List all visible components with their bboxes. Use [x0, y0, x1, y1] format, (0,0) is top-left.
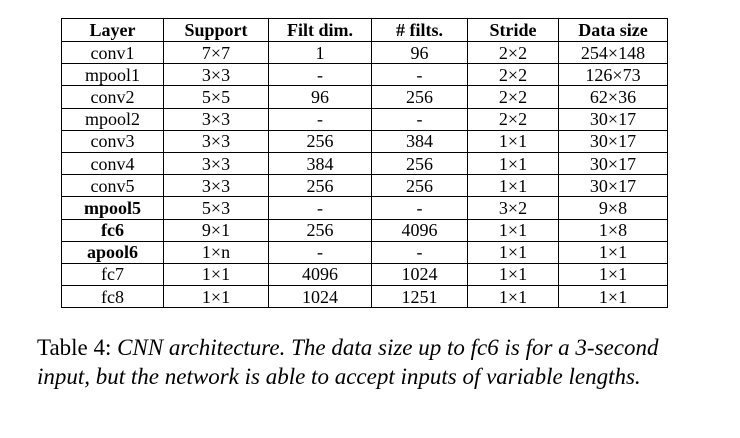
table-cell-num-filts: 256 — [372, 175, 468, 197]
table-cell-layer: conv5 — [62, 175, 164, 197]
table-cell-layer: conv1 — [62, 42, 164, 64]
table-cell-layer: fc6 — [62, 219, 164, 241]
table-cell-data-size: 126×73 — [559, 64, 668, 86]
table-cell-num-filts: - — [372, 108, 468, 130]
table-cell-layer: conv3 — [62, 130, 164, 152]
table-cell-filt-dim: 1 — [269, 42, 372, 64]
table-cell-filt-dim: - — [269, 108, 372, 130]
table-cell-filt-dim: 4096 — [269, 263, 372, 285]
table-cell-num-filts: 384 — [372, 130, 468, 152]
table-caption — [37, 333, 705, 391]
table-cell-data-size: 1×1 — [559, 241, 668, 263]
table-cell-num-filts: 1251 — [372, 286, 468, 308]
table-body — [62, 42, 668, 308]
table-cell-num-filts: 256 — [372, 152, 468, 174]
table-cell-filt-dim: 96 — [269, 86, 372, 108]
table-cell-num-filts: 4096 — [372, 219, 468, 241]
table-cell-filt-dim: 1024 — [269, 286, 372, 308]
table-cell-filt-dim: - — [269, 197, 372, 219]
table-cell-num-filts: - — [372, 241, 468, 263]
table-cell-stride: 1×1 — [468, 219, 559, 241]
table-cell-support: 3×3 — [164, 108, 269, 130]
table-row — [62, 219, 668, 241]
table-row — [62, 64, 668, 86]
table-row — [62, 42, 668, 64]
table-cell-stride: 1×1 — [468, 286, 559, 308]
header-filt-dim: Filt dim. — [269, 19, 372, 42]
header-support: Support — [164, 19, 269, 42]
table-cell-stride: 1×1 — [468, 241, 559, 263]
table-cell-filt-dim: - — [269, 64, 372, 86]
table-row — [62, 86, 668, 108]
table-cell-layer: fc8 — [62, 286, 164, 308]
table-cell-stride: 2×2 — [468, 64, 559, 86]
table-cell-stride: 2×2 — [468, 86, 559, 108]
table-cell-layer: mpool5 — [62, 197, 164, 219]
table-row — [62, 175, 668, 197]
table-cell-layer: mpool2 — [62, 108, 164, 130]
table-cell-layer: fc7 — [62, 263, 164, 285]
table-cell-data-size: 30×17 — [559, 152, 668, 174]
header-layer: Layer — [62, 19, 164, 42]
table-cell-filt-dim: 384 — [269, 152, 372, 174]
table-row — [62, 108, 668, 130]
table-cell-stride: 1×1 — [468, 263, 559, 285]
table-cell-support: 3×3 — [164, 152, 269, 174]
table-cell-stride: 1×1 — [468, 175, 559, 197]
table-cell-layer: apool6 — [62, 241, 164, 263]
table-cell-support: 5×3 — [164, 197, 269, 219]
header-data-size: Data size — [559, 19, 668, 42]
table-cell-support: 3×3 — [164, 64, 269, 86]
table-cell-layer: mpool1 — [62, 64, 164, 86]
table-header-row — [62, 19, 668, 42]
table-cell-support: 9×1 — [164, 219, 269, 241]
table-cell-data-size: 254×148 — [559, 42, 668, 64]
table-cell-num-filts: 1024 — [372, 263, 468, 285]
cnn-architecture-table — [61, 18, 668, 308]
table-cell-layer: conv4 — [62, 152, 164, 174]
table-cell-support: 1×1 — [164, 286, 269, 308]
table-cell-layer: conv2 — [62, 86, 164, 108]
table-row — [62, 130, 668, 152]
table-cell-data-size: 30×17 — [559, 108, 668, 130]
table-row — [62, 152, 668, 174]
table-cell-stride: 2×2 — [468, 108, 559, 130]
header-stride: Stride — [468, 19, 559, 42]
table-cell-data-size: 1×8 — [559, 219, 668, 241]
table-cell-filt-dim: - — [269, 241, 372, 263]
table-cell-support: 7×7 — [164, 42, 269, 64]
caption-text: CNN architecture. The data size up to fc6 is for a 3-second input, but the network is able to accept inputs of variable lengths. — [37, 335, 659, 389]
table-cell-support: 1×n — [164, 241, 269, 263]
table-cell-data-size: 62×36 — [559, 86, 668, 108]
caption-label: Table 4: — [37, 335, 112, 360]
table-cell-support: 3×3 — [164, 175, 269, 197]
table-cell-num-filts: - — [372, 197, 468, 219]
table-cell-filt-dim: 256 — [269, 175, 372, 197]
table-cell-stride: 1×1 — [468, 130, 559, 152]
table-cell-data-size: 30×17 — [559, 175, 668, 197]
table-cell-data-size: 30×17 — [559, 130, 668, 152]
table-cell-num-filts: - — [372, 64, 468, 86]
table-row — [62, 286, 668, 308]
table-cell-stride: 2×2 — [468, 42, 559, 64]
table-cell-filt-dim: 256 — [269, 130, 372, 152]
table-cell-stride: 1×1 — [468, 152, 559, 174]
table-cell-support: 3×3 — [164, 130, 269, 152]
table-cell-num-filts: 256 — [372, 86, 468, 108]
table-cell-data-size: 1×1 — [559, 263, 668, 285]
table-cell-stride: 3×2 — [468, 197, 559, 219]
table-row — [62, 241, 668, 263]
header-num-filts: # filts. — [372, 19, 468, 42]
table-cell-data-size: 1×1 — [559, 286, 668, 308]
architecture-table-container — [61, 18, 668, 308]
table-row — [62, 263, 668, 285]
table-cell-support: 5×5 — [164, 86, 269, 108]
table-row — [62, 197, 668, 219]
table-cell-filt-dim: 256 — [269, 219, 372, 241]
table-cell-support: 1×1 — [164, 263, 269, 285]
table-cell-data-size: 9×8 — [559, 197, 668, 219]
table-cell-num-filts: 96 — [372, 42, 468, 64]
